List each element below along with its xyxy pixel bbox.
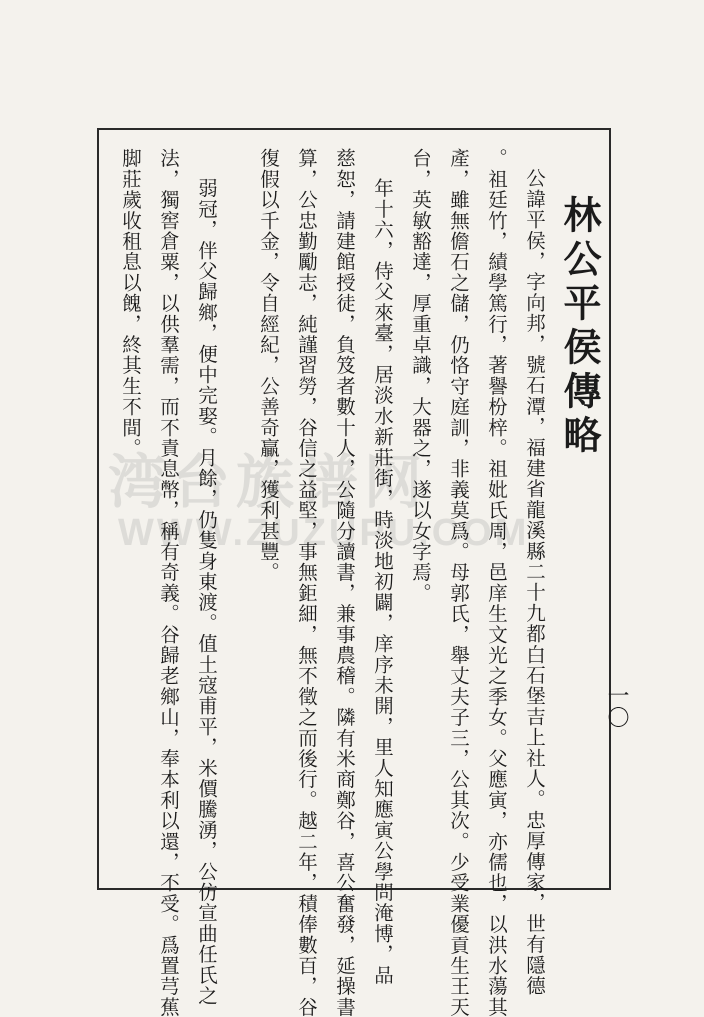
- text-column-3: 產，雖無儋石之儲，仍恪守庭訓，非義莫爲。母郭氏，舉丈夫子三，公其次。少受業優貢生王天: [447, 148, 470, 1017]
- text-column-2: 。祖廷竹，績學篤行，著譽枌梓。祖妣氏周，邑庠生文光之季女。父應寅，亦儒也，以洪水蕩其: [485, 148, 508, 1017]
- watermark-text: 湾台族谱网: [108, 448, 429, 516]
- text-column-4: 台，英敏豁達，厚重卓識，大器之，遂以女字焉。: [409, 148, 432, 604]
- text-column-11: 脚莊歲收租息以餽，終其生不間。: [119, 148, 142, 459]
- watermark-url: WWW.ZUZUPU.COM: [118, 512, 530, 554]
- text-column-5: 年十六，侍父來臺，居淡水新莊街，時淡地初闢，庠序未開，里人知應寅公學問淹博，品: [371, 178, 394, 986]
- text-column-7: 算，公忠勤勵志，純謹習勞，谷信之益堅，事無鉅細，無不徵之而後行。越二年，積俸數百，谷: [295, 148, 318, 1017]
- text-column-9: 弱冠，伴父歸鄉，便中完娶。月餘，仍隻身東渡。值土寇甫平，米價騰湧，公仿宣曲任氏之: [195, 178, 218, 1006]
- page-title: 林公平侯傳略: [557, 195, 602, 459]
- page-number: 一〇: [604, 684, 629, 728]
- text-column-8: 復假以千金，令自經紀，公善奇贏，獲利甚豐。: [257, 148, 280, 583]
- text-column-6: 慈恕，請建館授徒，負笈者數十人，公隨分讀書，兼事農稽。隣有米商鄭谷，喜公奮發，延操書: [333, 148, 356, 1017]
- text-column-10: 法，獨窖倉粟，以供羣需，而不責息幣，稱有奇義。谷歸老鄉山，奉本利以還，不受。爲置芎蕉: [157, 148, 180, 1017]
- text-column-1: 公諱平侯，字向邦，號石潭，福建省龍溪縣二十九都白石堡吉上社人。忠厚傳家，世有隱德: [523, 168, 546, 996]
